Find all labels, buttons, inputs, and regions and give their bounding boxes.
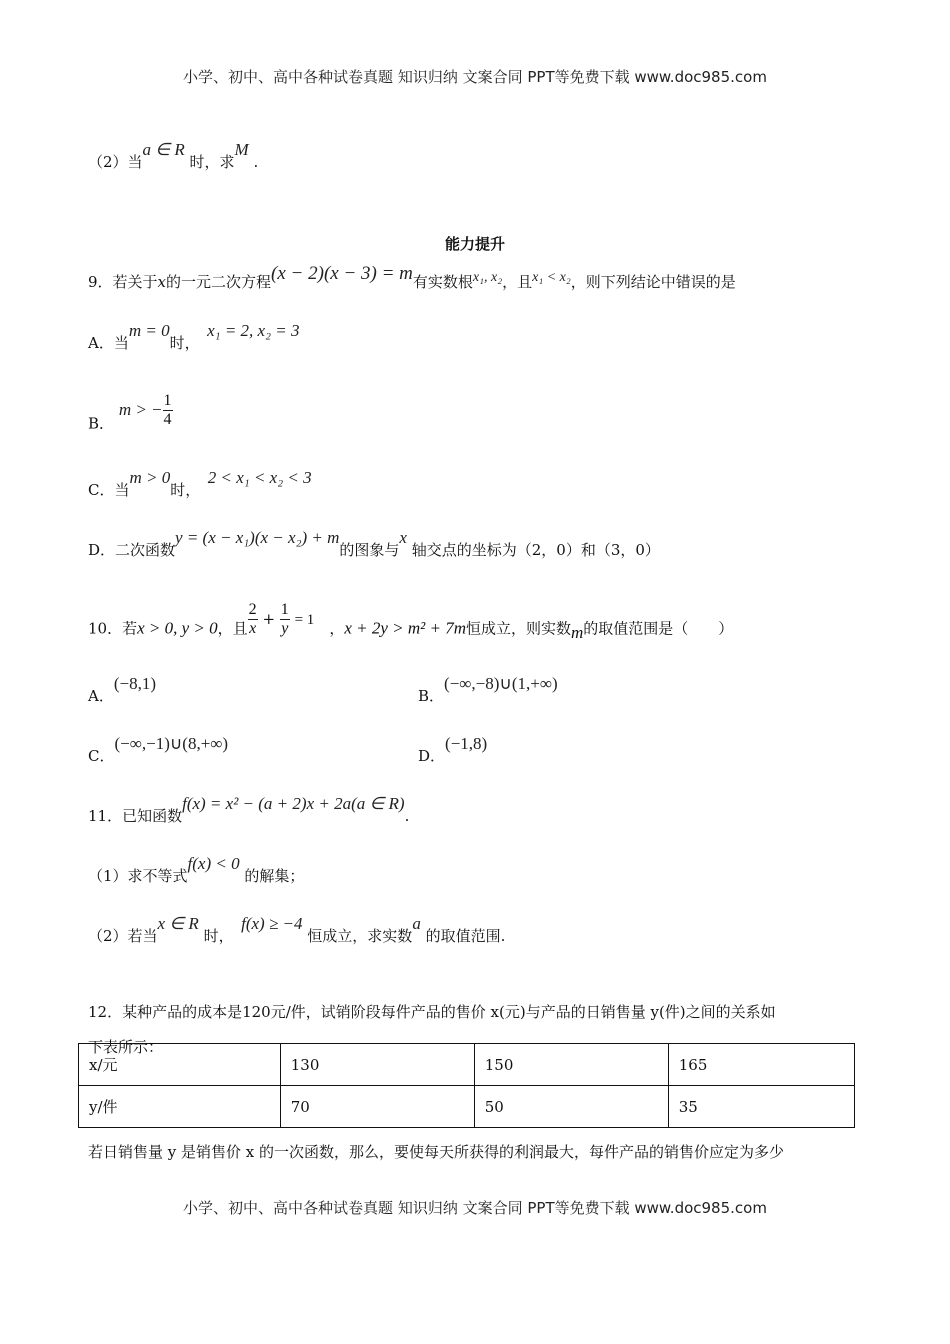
q10-stem: 10．若x > 0, y > 0，且 $\frac{2}{x}$ + $\frac{1}{y}$ = 1 ，x + 2y > m² + 7m恒成立，则实数m的取值范围是（ ） xyxy=(88,601,734,642)
q9-stem xyxy=(88,263,736,294)
math: x xyxy=(157,273,167,291)
math: m = 0 xyxy=(128,321,170,340)
math: 2 < x₁ < x₂ < 3 xyxy=(207,468,312,487)
math: y = (x − x₁)(x − x₂) + m xyxy=(175,528,340,547)
text: A．当 xyxy=(88,334,129,352)
section-title: 能力提升 xyxy=(444,235,505,253)
text: 10．若 xyxy=(88,619,138,638)
text: B． xyxy=(418,687,445,705)
math: m > 0 xyxy=(129,468,171,487)
page-header: 小学、初中、高中各种试卷真题 知识归纳 文案合同 PPT等免费下载 www.doc985.com xyxy=(183,68,767,86)
table-cell: 130 xyxy=(280,1044,474,1086)
numerator: 1 xyxy=(280,601,289,618)
text: 时， xyxy=(170,481,193,499)
q10-option-a xyxy=(88,674,157,706)
math: x₁ < x₂ xyxy=(532,270,571,285)
text: 9．若关于 xyxy=(88,273,158,291)
math: f(x) < 0 xyxy=(187,854,240,873)
math: x > 0, y > 0 xyxy=(137,618,218,638)
text: 时， xyxy=(169,334,193,352)
text: . xyxy=(253,153,259,171)
numerator: 2 xyxy=(248,601,257,618)
text: 的图象与 xyxy=(339,541,400,559)
q11-stem xyxy=(88,794,410,826)
text: （1）求不等式 xyxy=(88,867,188,885)
table-cell: 50 xyxy=(474,1086,668,1128)
text: 恒成立，则实数 xyxy=(465,619,571,638)
table-cell: 165 xyxy=(668,1044,854,1086)
math: m xyxy=(571,622,584,642)
q9-option-b xyxy=(88,392,173,443)
math: f(x) = x² − (a + 2)x + 2a(a ∈ R) xyxy=(182,794,405,813)
text: 的取值范围. xyxy=(425,927,506,945)
table-row xyxy=(79,1086,855,1128)
math: a ∈ R xyxy=(142,140,185,159)
q11-part1 xyxy=(88,854,305,886)
text: （2）若当 xyxy=(88,927,158,945)
math: = 1 xyxy=(294,611,315,628)
text: D．二次函数 xyxy=(88,541,176,559)
math: M xyxy=(234,140,249,159)
fraction xyxy=(163,392,173,429)
math: f(x) ≥ −4 xyxy=(241,914,303,933)
denominator: 4 xyxy=(163,411,172,428)
q12-line1: 12．某种产品的成本是120元/件，试销阶段每件产品的售价 x(元)与产品的日销售量 y(件)之间的关系如 xyxy=(88,1003,776,1021)
text: 的一元二次方程 xyxy=(166,273,272,291)
text: 时，求 xyxy=(189,153,235,171)
text: ， xyxy=(329,619,345,638)
text: C．当 xyxy=(88,481,130,499)
fraction xyxy=(280,601,290,638)
text: B． xyxy=(88,414,115,433)
text: 的取值范围是（ ） xyxy=(583,619,734,638)
text: 轴交点的坐标为（2，0）和（3，0） xyxy=(411,541,660,559)
text: 时， xyxy=(203,927,227,945)
text: ，且 xyxy=(217,619,248,638)
math: x₁ = 2, x₂ = 3 xyxy=(207,321,300,340)
fraction xyxy=(248,601,258,638)
text: C． xyxy=(88,747,115,765)
math: (−∞,−8)∪(1,+∞) xyxy=(444,674,558,693)
math: x ∈ R xyxy=(157,914,199,933)
math: x + 2y > m² + 7m xyxy=(344,618,466,638)
text: ，则下列结论中错误的是 xyxy=(570,273,736,291)
math: m > − xyxy=(118,399,163,419)
q9-option-d xyxy=(88,528,660,560)
page-footer: 小学、初中、高中各种试卷真题 知识归纳 文案合同 PPT等免费下载 www.doc985.com xyxy=(183,1199,767,1217)
q10-option-c xyxy=(88,734,229,766)
price-sales-table xyxy=(78,1043,855,1128)
q12-line2: 下表所示： xyxy=(88,1038,164,1056)
q8-part2 xyxy=(88,140,259,172)
table-cell: 35 xyxy=(668,1086,854,1128)
denominator: x xyxy=(249,620,257,637)
text: ，且 xyxy=(502,273,533,291)
text: 的解集； xyxy=(244,867,305,885)
math: (−1,8) xyxy=(445,734,488,753)
table-cell: 70 xyxy=(280,1086,474,1128)
text: D． xyxy=(418,747,446,765)
math: x₁, x₂ xyxy=(472,270,503,285)
q9-option-c xyxy=(88,468,312,500)
math: x xyxy=(399,528,407,547)
text: 有实数根 xyxy=(412,273,473,291)
text: （2）当 xyxy=(88,153,143,171)
numerator: 1 xyxy=(163,392,172,409)
table-cell: 150 xyxy=(474,1044,668,1086)
table-row xyxy=(79,1044,855,1086)
text: 恒成立，求实数 xyxy=(307,927,413,945)
q9-option-a xyxy=(88,321,300,353)
q10-option-d xyxy=(418,734,488,766)
table-cell: x/元 xyxy=(79,1044,281,1086)
math: a xyxy=(412,914,421,933)
text: A． xyxy=(88,687,114,705)
math: (−∞,−1)∪(8,+∞) xyxy=(114,734,229,753)
text: . xyxy=(404,807,410,825)
q12-line3: 若日销售量 y 是销售价 x 的一次函数，那么，要使每天所获得的利润最大，每件产品的销售价应定为多少 xyxy=(88,1143,785,1161)
q10-option-b xyxy=(418,674,558,706)
denominator: y xyxy=(281,620,289,637)
math: (x − 2)(x − 3) = m xyxy=(271,263,413,284)
text: 11．已知函数 xyxy=(88,807,183,825)
table-cell: y/件 xyxy=(79,1086,281,1128)
math: (−8,1) xyxy=(113,674,157,693)
q11-part2 xyxy=(88,914,506,946)
